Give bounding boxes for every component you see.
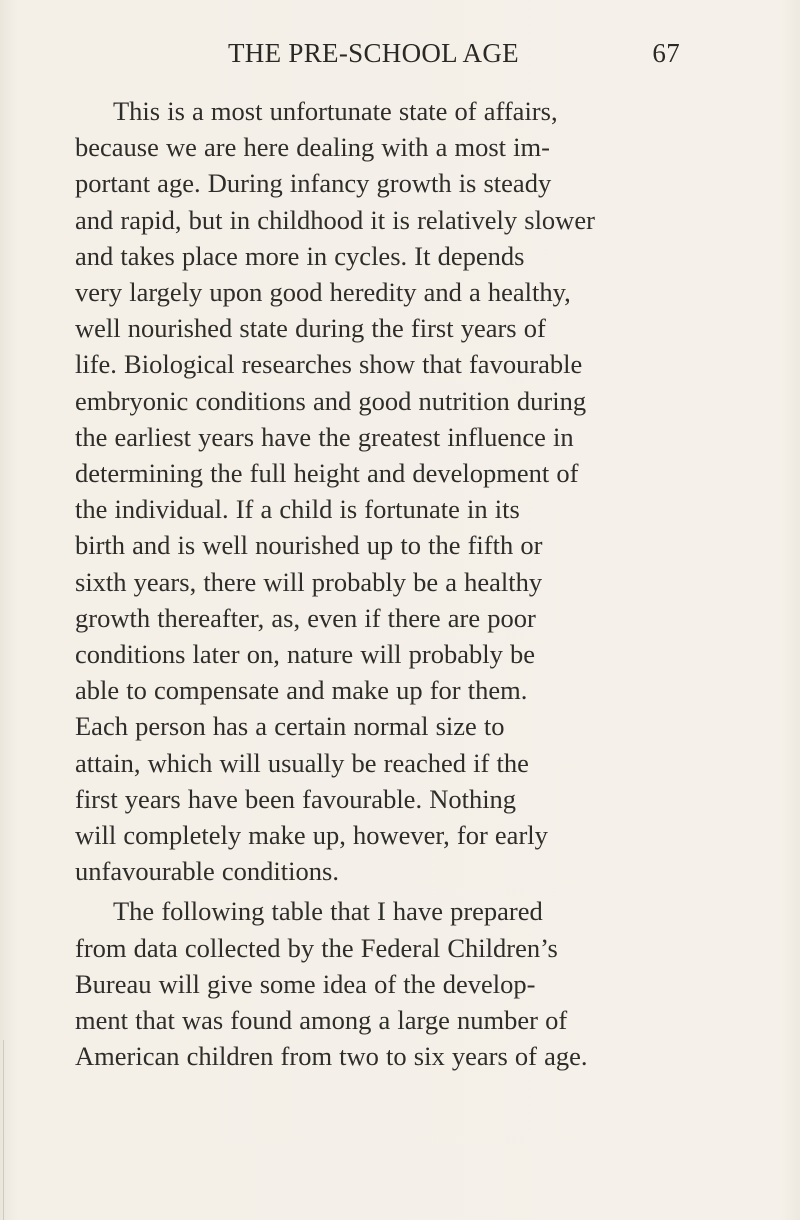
text-line: attain, which will usually be reached if the xyxy=(75,747,529,778)
text-line: The following table that I have prepared xyxy=(113,896,543,927)
text-line: first years have been favourable. Nothing xyxy=(75,783,517,814)
text-line: ment that was found among a large number of xyxy=(75,1005,568,1036)
text-line: very largely upon good heredity and a healthy, xyxy=(75,277,571,308)
text-line: This is a most unfortunate state of affairs, xyxy=(113,96,558,126)
text-line: birth and is well nourished up to the fifth or xyxy=(75,530,543,561)
text-line: embryonic conditions and good nutrition during xyxy=(75,385,587,416)
text-line: determining the full height and development of xyxy=(75,458,579,489)
text-line: American children from two to six years of age. xyxy=(75,1041,588,1072)
text-line: because we are here dealing with a most im- xyxy=(75,132,550,163)
text-line: life. Biological researches show that favourable xyxy=(75,349,583,380)
text-line: portant age. During infancy growth is steady xyxy=(75,168,552,199)
text-line: well nourished state during the first years of xyxy=(75,313,546,344)
text-line: and rapid, but in childhood it is relatively slower xyxy=(75,204,595,235)
text-line: growth thereafter, as, even if there are poor xyxy=(75,602,536,633)
paragraph xyxy=(75,893,685,1074)
text-line: sixth years, there will probably be a healthy xyxy=(75,566,543,597)
running-head xyxy=(228,38,680,78)
page-number: 67 xyxy=(652,38,680,68)
text-line: Each person has a certain normal size to xyxy=(75,711,505,742)
text-line: and takes place more in cycles. It depends xyxy=(75,240,525,271)
text-line: conditions later on, nature will probably be xyxy=(75,639,536,670)
text-line: able to compensate and make up for them. xyxy=(75,675,528,706)
paragraph xyxy=(75,93,685,889)
running-title: THE PRE-SCHOOL AGE xyxy=(228,38,519,68)
page-edge-shadow xyxy=(3,1040,4,1220)
text-line: Bureau will give some idea of the develop- xyxy=(75,968,536,999)
text-line: the earliest years have the greatest influence in xyxy=(75,421,574,452)
text-line: unfavourable conditions. xyxy=(75,856,339,887)
text-line: the individual. If a child is fortunate in its xyxy=(75,494,520,525)
text-line: will completely make up, however, for early xyxy=(75,820,548,851)
body-text xyxy=(75,93,685,1074)
text-line: from data collected by the Federal Children’s xyxy=(75,932,558,963)
